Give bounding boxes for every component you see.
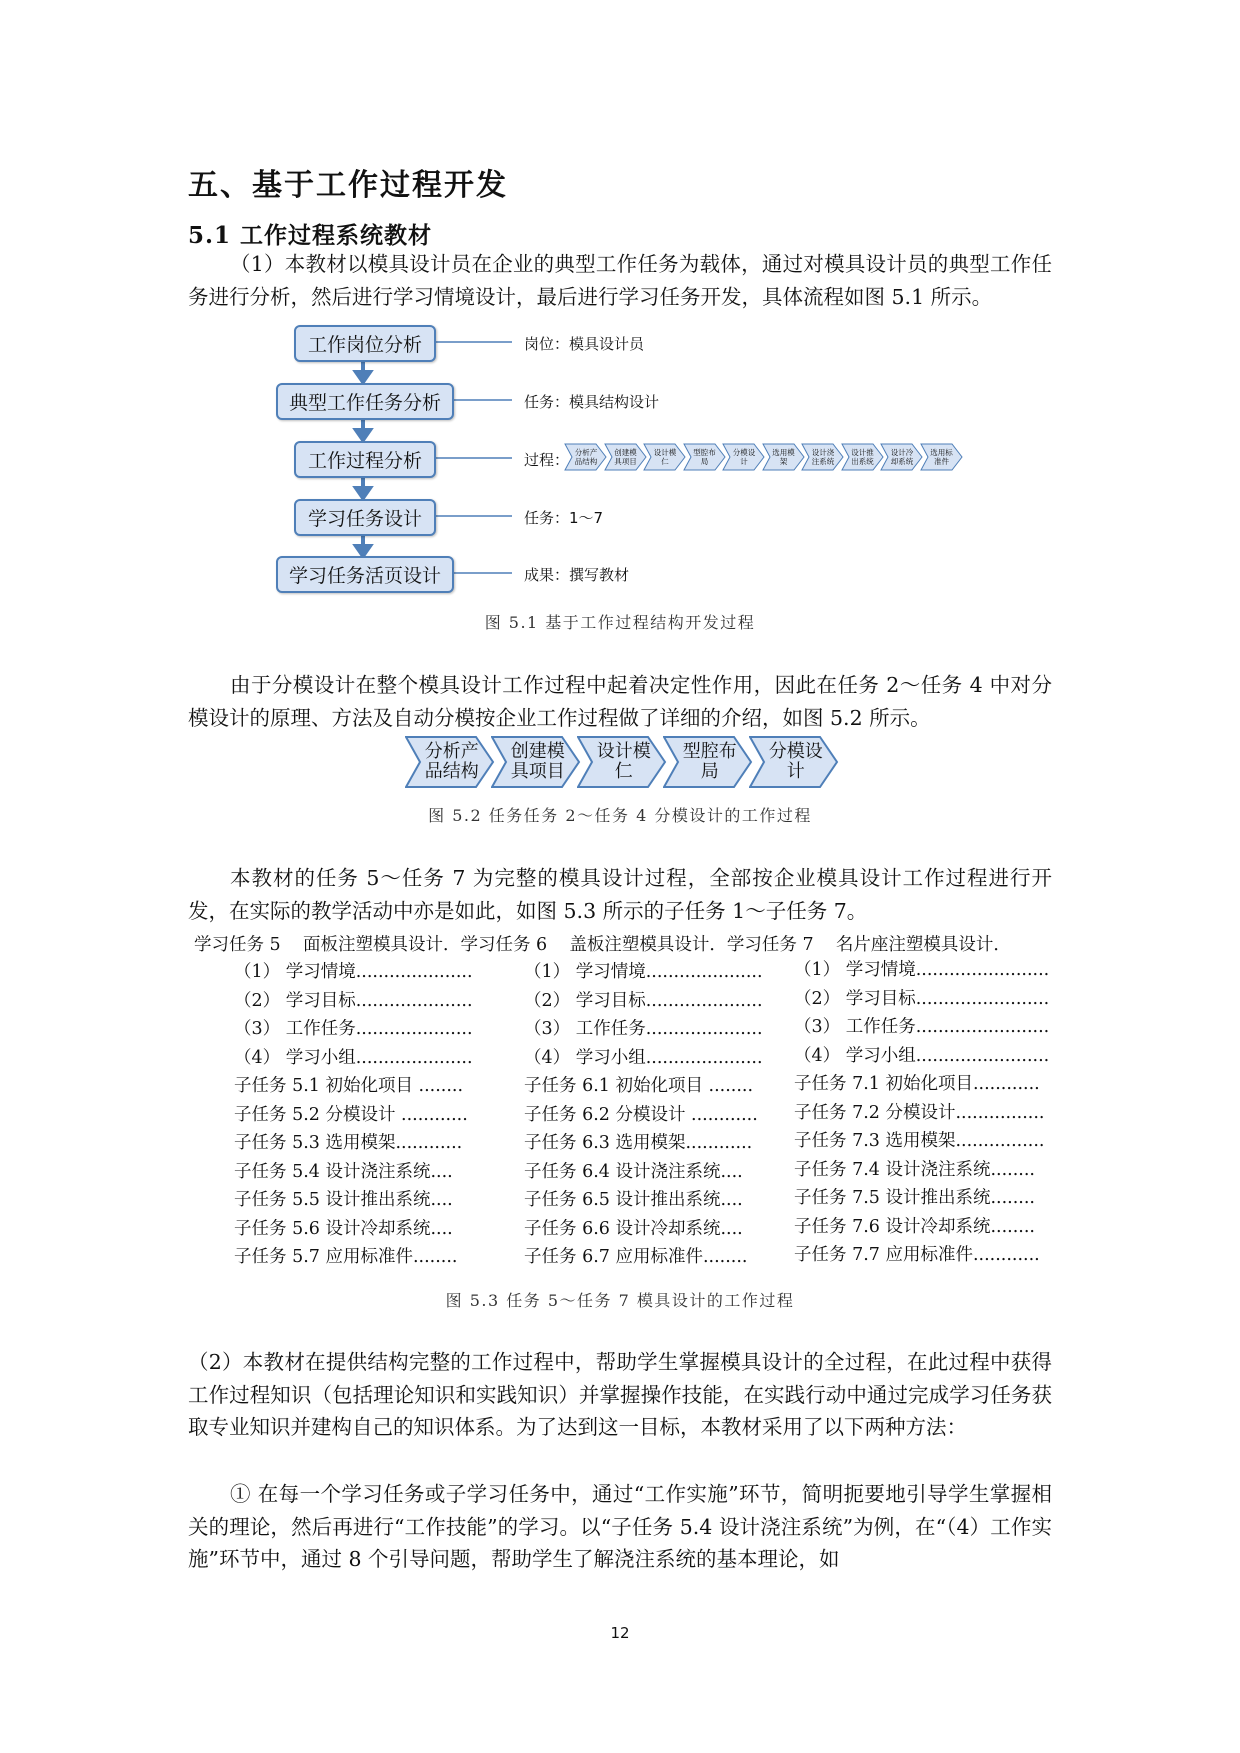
process-step-small-text-line: 品结构 (574, 457, 598, 466)
page-number: 12 (610, 1624, 630, 1642)
process-step-small (841, 443, 881, 471)
process-step-small-text-line: 计 (740, 457, 748, 466)
process-step-small-text-line: 局 (700, 457, 709, 466)
figure-5-3-column-task6 (524, 958, 763, 1272)
process-step-text-line: 具项目 (510, 761, 565, 782)
process-step-small-text-line: 创建模 (614, 448, 637, 457)
process-step-text-line: 型腔布 (682, 741, 737, 762)
flow-label-task: 任务：模具结构设计 (524, 393, 660, 411)
subtask-list-item: 子任务 7.7 应用标准件............ (794, 1245, 1040, 1265)
process-step (663, 736, 749, 788)
figure-5-3-caption: 图 5.3 任务 5～任务 7 模具设计的工作过程 (445, 1291, 795, 1310)
process-step (577, 736, 663, 788)
subtask-list-item: 子任务 5.3 选用模架............ (234, 1133, 463, 1153)
subsection-heading: 5.1 工作过程系统教材 (188, 222, 433, 249)
subtask-list-item: 子任务 5.4 设计浇注系统.... (234, 1161, 453, 1182)
paragraph-1: （1）本教材以模具设计员在企业的典型工作任务为载体，通过对模具设计员的典型工作任务进行分析，然后进行学习情境设计，最后进行学习任务开发，具体流程如图 5.1 所示。 (188, 252, 1052, 309)
process-step-text-line: 局 (700, 761, 719, 782)
process-step-small (643, 443, 683, 471)
process-step-small-text-line: 设计推 (851, 448, 874, 457)
subtask-list-item: 子任务 6.3 选用模架............ (524, 1133, 753, 1153)
process-step-small-text-line: 准件 (934, 457, 949, 466)
subtask-list-item: （1） 学习情境..................... (524, 962, 763, 982)
subtask-list-item: （2） 学习目标..................... (524, 990, 763, 1011)
process-step-small (880, 443, 920, 471)
process-step-small-text-line: 注系统 (811, 457, 835, 466)
process-step-small-text-line: 设计模 (653, 448, 677, 457)
process-step-small-text-line: 却系统 (890, 457, 914, 466)
process-step-small-text-line: 分析产 (574, 448, 598, 457)
paragraph-4: （2）本教材在提供结构完整的工作过程中，帮助学生掌握模具设计的全过程，在此过程中获得工作过程知识（包括理论知识和实践知识）并掌握操作技能，在实践行动中通过完成学习任务获取专业知识并建构自己的知识体系。为了达到这一目标，本教材采用了以下两种方法： (188, 1350, 1052, 1439)
figure-5-1-connectors (0, 0, 1240, 640)
process-step (749, 736, 835, 788)
process-step-small-text-line: 设计浇 (811, 448, 835, 457)
process-step-small-text-line: 架 (779, 457, 788, 466)
flow-label-tasks-range: 任务：1～7 (524, 509, 604, 527)
process-step-text-line: 设计模 (596, 741, 651, 762)
process-step-small-text-line: 具项目 (614, 457, 637, 466)
subtask-list-item: 子任务 7.2 分模设计................ (794, 1102, 1045, 1123)
process-step-text-line: 仁 (614, 761, 633, 782)
flow-label-result: 成果：撰写教材 (524, 566, 630, 584)
subtask-list-item: 子任务 6.4 设计浇注系统.... (524, 1161, 743, 1182)
subtask-list-item: （4） 学习小组..................... (524, 1047, 763, 1068)
figure-5-3-column-task7 (794, 956, 1049, 1270)
process-step-text-line: 品结构 (424, 761, 479, 782)
subtask-list-item: 子任务 6.6 设计冷却系统.... (524, 1218, 743, 1239)
subtask-list-item: 子任务 5.6 设计冷却系统.... (234, 1218, 453, 1239)
subtask-list-item: 子任务 7.5 设计推出系统........ (794, 1188, 1035, 1208)
subtask-list-item: 子任务 7.1 初始化项目............ (794, 1074, 1040, 1094)
process-step-small-text-line: 选用模 (772, 448, 795, 457)
paragraph-5: ① 在每一个学习任务或子学习任务中，通过“工作实施”环节，简明扼要地引导学生掌握相关的理论，然后再进行“工作技能”的学习。以“子任务 5.4 设计浇注系统”为例，在“（4）工作实施”环节中，通过 8 个引导问题，帮助学生了解浇注系统的基本理论，如 (188, 1482, 1052, 1571)
subtask-list-item: （2） 学习目标........................ (794, 988, 1050, 1009)
process-step-small (762, 443, 802, 471)
process-step (405, 736, 491, 788)
paragraph-3: 本教材的任务 5～任务 7 为完整的模具设计过程，全部按企业模具设计工作过程进行开发，在实际的教学活动中亦是如此，如图 5.3 所示的子任务 1～子任务 7。 (188, 866, 1052, 923)
figure-5-1-caption: 图 5.1 基于工作过程结构开发过程 (484, 613, 756, 632)
subtask-list-item: 子任务 6.2 分模设计 ............ (524, 1104, 758, 1125)
flow-label-process: 过程： (524, 451, 570, 469)
process-step-small-text-line: 出系统 (851, 457, 874, 466)
subtask-list-item: 子任务 5.1 初始化项目 ........ (234, 1076, 464, 1096)
process-step-text-line: 分模设 (768, 741, 823, 762)
subtask-list-item: （1） 学习情境........................ (794, 960, 1050, 980)
subtask-list-item: （4） 学习小组........................ (794, 1045, 1050, 1066)
process-step-small (604, 443, 644, 471)
flow-box-learning-task-design: 学习任务设计 (294, 499, 436, 536)
figure-5-3-header: 学习任务 5 面板注塑模具设计．学习任务 6 盖板注塑模具设计．学习任务 7 名片座注塑模具设计． (194, 935, 1011, 955)
process-step-small-text-line: 型腔布 (693, 448, 716, 457)
subtask-list-item: 子任务 6.1 初始化项目 ........ (524, 1076, 754, 1096)
subtask-list-item: （1） 学习情境..................... (234, 962, 473, 982)
process-step-small-text-line: 仁 (661, 457, 669, 466)
subtask-list-item: （4） 学习小组..................... (234, 1047, 473, 1068)
process-step-text-line: 分析产 (424, 741, 479, 762)
subtask-list-item: （3） 工作任务........................ (794, 1017, 1050, 1037)
process-step-small (801, 443, 841, 471)
process-step-small (722, 443, 762, 471)
process-step-text-line: 计 (786, 761, 805, 782)
process-step-small (564, 443, 604, 471)
process-step (491, 736, 577, 788)
subtask-list-item: 子任务 5.7 应用标准件........ (234, 1247, 458, 1267)
subtask-list-item: 子任务 7.6 设计冷却系统........ (794, 1216, 1035, 1237)
process-step-small (683, 443, 723, 471)
subtask-list-item: 子任务 5.5 设计推出系统.... (234, 1190, 453, 1210)
flow-label-post: 岗位：模具设计员 (524, 335, 645, 353)
section-heading: 五、基于工作过程开发 (188, 168, 508, 203)
flow-box-typical-task-analysis: 典型工作任务分析 (276, 383, 454, 420)
process-step-small-text-line: 设计冷 (890, 448, 914, 457)
paragraph-2: 由于分模设计在整个模具设计工作过程中起着决定性作用，因此在任务 2～任务 4 中对分模设计的原理、方法及自动分模按企业工作过程做了详细的介绍，如图 5.2 所示。 (188, 673, 1052, 730)
flow-box-job-analysis: 工作岗位分析 (294, 325, 436, 362)
subtask-list-item: （3） 工作任务..................... (234, 1019, 473, 1039)
flow-box-loose-leaf-design: 学习任务活页设计 (276, 556, 454, 593)
subtask-list-item: 子任务 6.7 应用标准件........ (524, 1247, 748, 1267)
process-step-text-line: 创建模 (510, 741, 565, 762)
subtask-list-item: （3） 工作任务..................... (524, 1019, 763, 1039)
subtask-list-item: 子任务 5.2 分模设计 ............ (234, 1104, 468, 1125)
subtask-list-item: 子任务 6.5 设计推出系统.... (524, 1190, 743, 1210)
process-step-small-text-line: 选用标 (930, 448, 953, 457)
subtask-list-item: 子任务 7.3 选用模架................ (794, 1131, 1045, 1151)
subtask-list-item: （2） 学习目标..................... (234, 990, 473, 1011)
figure-5-3-column-task5 (234, 958, 473, 1272)
flow-box-process-analysis: 工作过程分析 (294, 441, 436, 478)
figure-5-1 (0, 0, 1240, 640)
figure-5-2-caption: 图 5.2 任务任务 2～任务 4 分模设计的工作过程 (428, 806, 812, 825)
subtask-list-item: 子任务 7.4 设计浇注系统........ (794, 1159, 1035, 1180)
process-step-small (920, 443, 960, 471)
process-step-small-text-line: 分模设 (732, 448, 756, 457)
